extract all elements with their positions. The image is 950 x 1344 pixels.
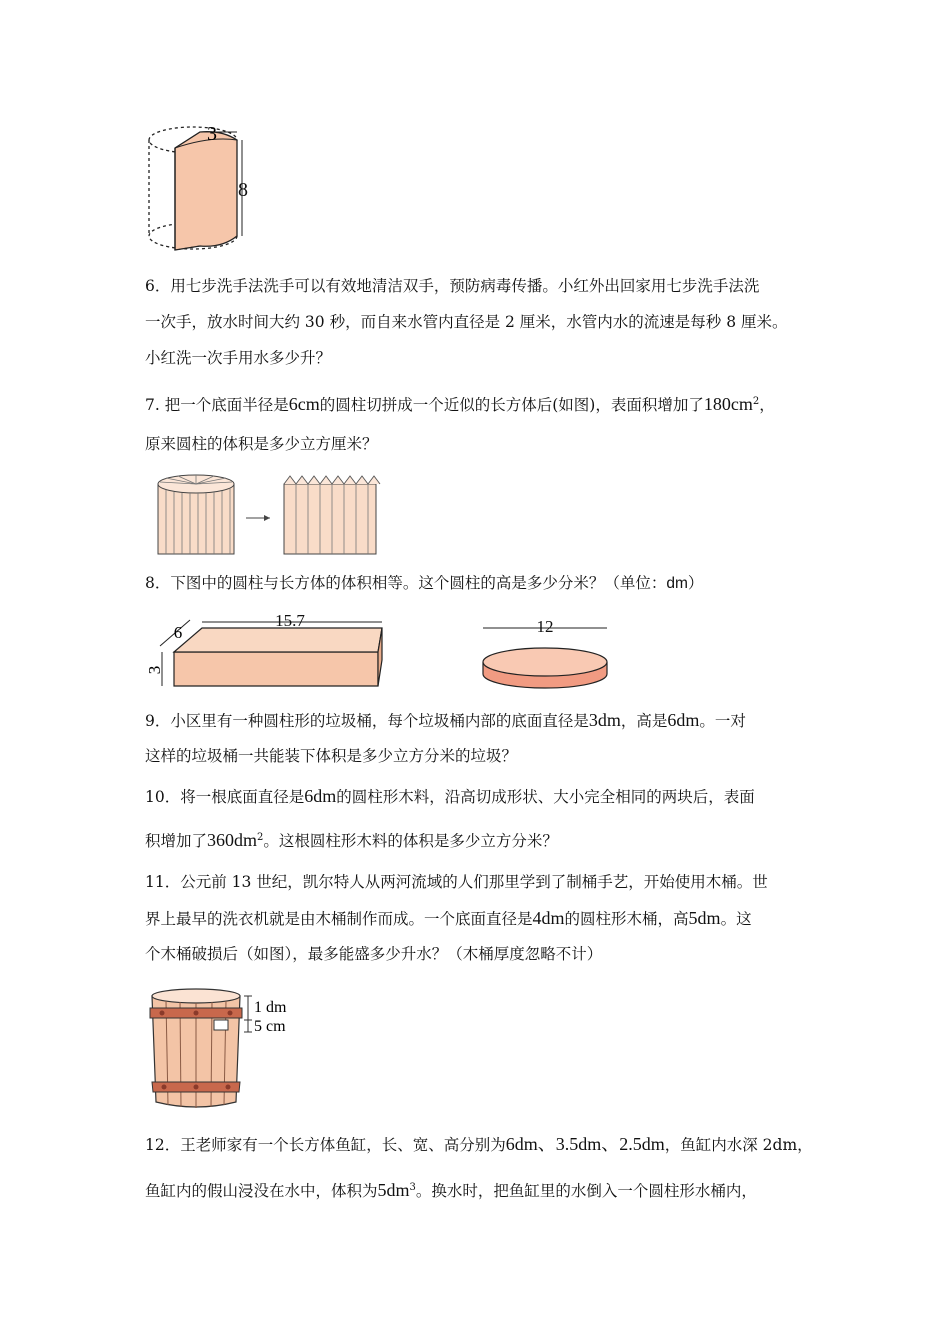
q12-volume: 5dm (377, 1180, 410, 1201)
q9-line2: 这样的垃圾桶一共能装下体积是多少立方分米的垃圾？ (145, 747, 518, 765)
wooden-bucket-figure (140, 984, 310, 1114)
q12-volume-exp: 3 (409, 1182, 416, 1193)
q11-line2-prefix: 界上最早的洗衣机就是由木桶制作而成。一个底面直径是 (145, 910, 533, 928)
cylinder-sector-figure (140, 118, 260, 258)
question-8 (145, 573, 815, 594)
fig11-label1: 1 dm (254, 999, 287, 1016)
q8-line1: 8．下图中的圆柱与长方体的体积相等。这个圆柱的高是多少分米？（单位： (145, 574, 667, 592)
q7-middle: 的圆柱切拼成一个近似的长方体后(如图)，表面积增加了 (319, 396, 704, 415)
q7-line2: 原来圆柱的体积是多少立方厘米？ (145, 435, 378, 453)
q10-area-exp: 2 (257, 832, 264, 843)
q12-prefix: 12．王老师家有一个长方体鱼缸，长、宽、高分别为 (145, 1136, 506, 1154)
q8-close: ） (687, 574, 704, 592)
cuboid-cylinder-figure (140, 608, 620, 698)
q11-line2-mid: 的圆柱形木桶，高 (564, 910, 689, 928)
fig11-label2: 5 cm (254, 1018, 286, 1035)
q12-mid: ，鱼缸内水深 2dm， (664, 1136, 813, 1154)
q11-height: 5dm (688, 908, 721, 928)
q10-line2-suffix: 。这根圆柱形木料的体积是多少立方分米？ (263, 832, 558, 851)
q12-line2-prefix: 鱼缸内的假山浸没在水中，体积为 (145, 1182, 378, 1201)
q9-diameter: 3dm (588, 710, 621, 730)
question-6 (145, 276, 815, 368)
q9-mid: ，高是 (620, 712, 668, 730)
q11-line1: 11．公元前 13 世纪，凯尔特人从两河流域的人们那里学到了制桶手艺，开始使用木桶。世 (145, 873, 768, 891)
fig5-width-label: 3 (207, 123, 217, 145)
question-7 (145, 392, 815, 454)
question-9 (145, 710, 815, 766)
q9-suffix: 。一对 (699, 712, 746, 730)
q7-area: 180cm (703, 394, 753, 415)
q12-dims: 6dm、3.5dm、2.5dm (505, 1134, 665, 1154)
q7-prefix: 7. 把一个底面半径是 (145, 396, 289, 415)
fig8-box-length: 15.7 (275, 611, 305, 630)
q11-line3: 个木桶破损后（如图），最多能盛多少升水？（木桶厚度忽略不计） (145, 945, 603, 963)
q6-line2: 一次手，放水时间大约 30 秒，而自来水管内直径是 2 厘米，水管内水的流速是每秒 8 厘米。 (145, 313, 788, 331)
q10-line2-prefix: 积增加了 (145, 832, 208, 851)
fig8-box-width: 6 (173, 623, 183, 642)
q7-radius: 6cm (288, 394, 320, 415)
q10-suffix: 的圆柱形木料，沿高切成形状、大小完全相同的两块后，表面 (336, 788, 755, 806)
question-12 (145, 1134, 815, 1201)
question-11 (145, 872, 815, 964)
q11-line2-suffix: 。这 (720, 910, 752, 928)
q6-line1: 6．用七步洗手法洗手可以有效地清洁双手，预防病毒传播。小红外出回家用七步洗手法洗 (145, 277, 760, 295)
q10-diameter: 6dm (304, 786, 337, 806)
q10-prefix: 10．将一根底面直径是 (145, 788, 305, 806)
question-10 (145, 786, 815, 851)
q11-diameter: 4dm (532, 908, 565, 928)
q9-prefix: 9．小区里有一种圆柱形的垃圾桶，每个垃圾桶内部的底面直径是 (145, 712, 589, 730)
cylinder-to-cuboid-figure (150, 472, 390, 562)
q10-area: 360dm (207, 830, 258, 851)
q7-suffix: ， (759, 396, 775, 415)
fig8-box-height: 3 (145, 665, 164, 675)
q7-area-exp: 2 (752, 396, 760, 407)
fig8-cyl-diameter: 12 (536, 617, 554, 636)
q9-height: 6dm (667, 710, 700, 730)
q8-unit: dm (666, 575, 688, 592)
q6-line3: 小红洗一次手用水多少升？ (145, 349, 332, 367)
q12-line2-suffix: 。换水时，把鱼缸里的水倒入一个圆柱形水桶内， (415, 1182, 757, 1201)
fig5-height-label: 8 (238, 179, 248, 201)
